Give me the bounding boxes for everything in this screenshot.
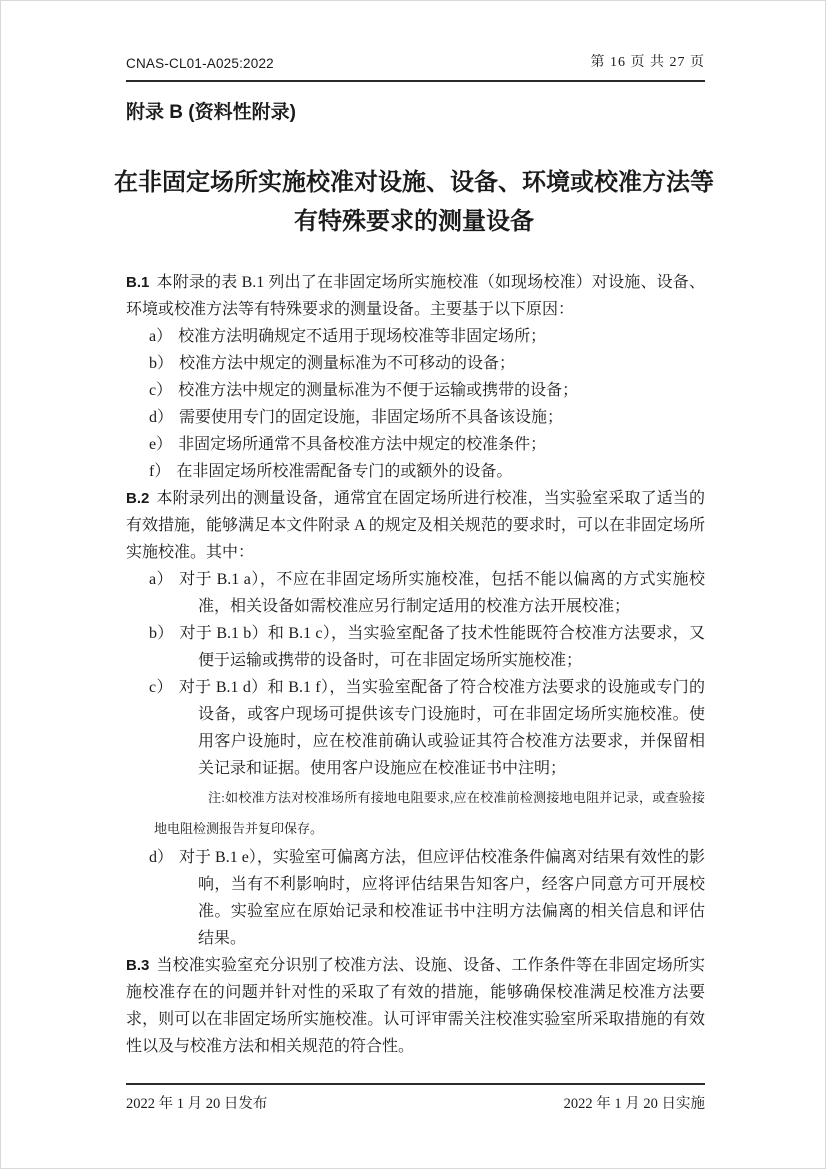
section-b3-paragraph [126,952,705,1060]
list-item-b1-d [126,404,705,431]
title-line-2: 有特殊要求的测量设备 [294,208,534,235]
list-item-b1-b [126,350,705,377]
list-item-text: 校准方法中规定的测量标准为不可移动的设备； [179,355,516,372]
list-item-b1-a [126,323,705,350]
section-b1-text: 本附录的表 B.1 列出了在非固定场所实施校准（如现场校准）对设施、设备、环境或校准方法等有特殊要求的测量设备。主要基于以下原因： [126,274,705,318]
list-item-text: 非固定场所通常不具备校准方法中规定的校准条件； [178,436,547,453]
list-marker: a） [149,571,174,588]
list-marker: d） [149,409,174,426]
list-item-text: 校准方法中规定的测量标准为不便于运输或携带的设备； [178,382,579,399]
section-b1-paragraph [126,269,705,323]
section-b2-paragraph [126,485,705,566]
implementation-date: 2022 年 1 月 20 日实施 [563,1096,705,1112]
page-header [126,51,705,82]
list-marker: b） [149,625,174,642]
list-marker: d） [149,849,174,866]
list-item-b1-c [126,377,705,404]
appendix-heading: 附录 B (资料性附录) [126,102,296,123]
list-item-b1-f [126,458,705,485]
document-title [64,163,764,241]
document-body [126,269,705,1060]
list-marker: f） [149,463,171,480]
release-date: 2022 年 1 月 20 日发布 [126,1096,268,1112]
list-item-text: 对于 B.1 a），不应在非固定场所实施校准，包括不能以偏离的方式实施校准，相关设备如需校准应另行制定适用的校准方法开展校准； [179,571,705,615]
list-item-text: 对于 B.1 d）和 B.1 f），当实验室配备了符合校准方法要求的设施或专门的设备，或客户现场可提供该专门设施时，可在非固定场所实施校准。使用客户设施时，应在校准前确认或验证其符合校准方法要求，并保留相关记录和证据。使用客户设施应在校准证书中注明； [178,679,705,777]
document-code: CNAS-CL01-A025:2022 [126,56,274,71]
note-text: 注:如校准方法对校准场所有接地电阻要求,应在校准前检测接地电阻并记录，或查验接地电阻检测报告并复印保存。 [154,790,705,836]
section-b3-text: 当校准实验室充分识别了校准方法、设施、设备、工作条件等在非固定场所实施校准存在的问题并针对性的采取了有效的措施，能够确保校准满足校准方法要求，则可以在非固定场所实施校准。认可评审需关注校准实验室所采取措施的有效性以及与校准方法和相关规范的符合性。 [126,957,705,1055]
section-b3-number: B.3 [126,957,150,974]
list-item-b2-c [126,674,705,782]
list-item-text: 对于 B.1 b）和 B.1 c），当实验室配备了技术性能既符合校准方法要求，又便于运输或携带的设备时，可在非固定场所实施校准； [179,625,705,669]
list-marker: a） [149,328,173,345]
list-item-text: 校准方法明确规定不适用于现场校准等非固定场所； [178,328,547,345]
list-marker: c） [149,679,173,696]
list-item-b2-a [126,566,705,620]
list-item-b1-e [126,431,705,458]
list-item-text: 对于 B.1 e），实验室可偏离方法，但应评估校准条件偏离对结果有效性的影响，当有不利影响时，应将评估结果告知客户，经客户同意方可开展校准。实验室应在原始记录和校准证书中注明方法偏离的相关信息和评估结果。 [179,849,705,947]
list-marker: e） [149,436,173,453]
list-marker: b） [149,355,174,372]
section-b2-number: B.2 [126,490,150,507]
title-line-1: 在非固定场所实施校准对设施、设备、环境或校准方法等 [114,169,714,196]
page-number-indicator: 第 16 页 共 27 页 [590,55,705,70]
list-item-b2-d [126,844,705,952]
list-item-b2-b [126,620,705,674]
list-marker: c） [149,382,173,399]
list-item-text: 需要使用专门的固定设施，非固定场所不具备该设施； [179,409,564,426]
page-footer [126,1083,705,1113]
section-b1-number: B.1 [126,274,150,291]
list-item-text: 在非固定场所校准需配备专门的或额外的设备。 [176,463,513,480]
section-b2-text: 本附录列出的测量设备，通常宜在固定场所进行校准，当实验室采取了适当的有效措施，能够满足本文件附录 A 的规定及相关规范的要求时，可以在非固定场所实施校准。其中： [126,490,705,561]
